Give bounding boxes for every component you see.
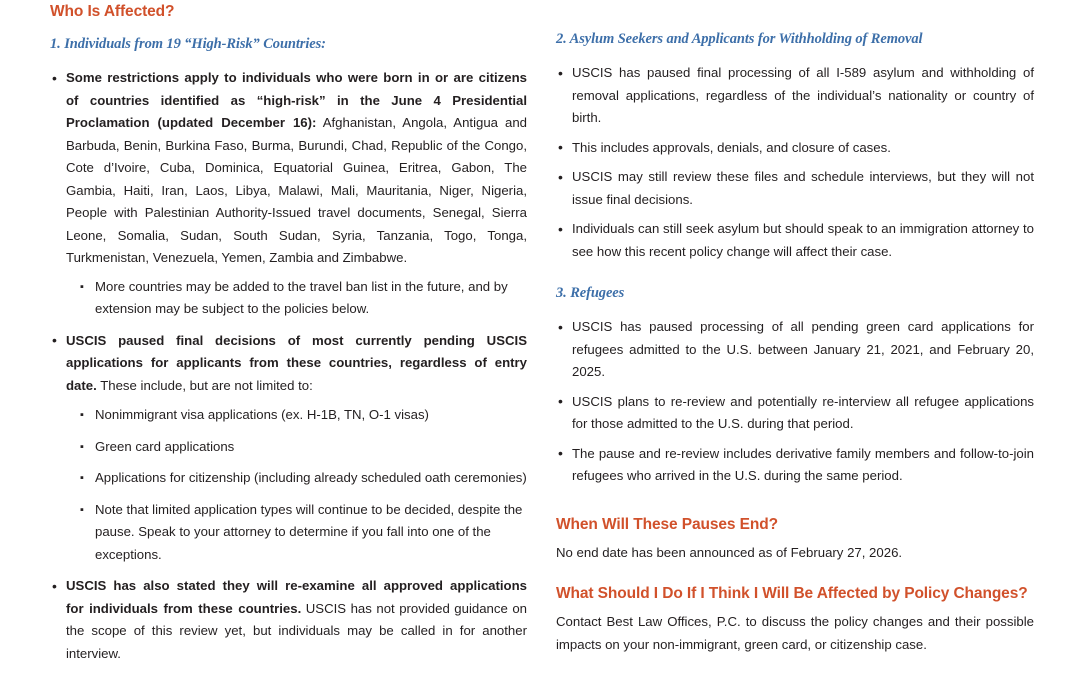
list-item-citizenship: ▪ Applications for citizenship (including already scheduled oath ceremonies) — [80, 467, 527, 490]
list-item-may-review-files: • USCIS may still review these files and schedule interviews, but they will not issue final decisions. — [556, 166, 1034, 211]
list-item-re-review-refugees: • USCIS plans to re-review and potentially re-interview all refugee applications for those admitted to the U.S. during that period. — [556, 391, 1034, 436]
spacer — [50, 21, 527, 35]
section-2-bullet-list — [556, 62, 1034, 263]
list-item-derivative-family: • The pause and re-review includes derivative family members and follow-to-join refugees who arrived in the U.S. during the same period. — [556, 443, 1034, 488]
list-item-high-risk-countries — [50, 67, 527, 321]
list-item-limited-exceptions: ▪ Note that limited application types will continue to be decided, despite the pause. Speak to your attorney to determine if you fall into one of the exceptions. — [80, 499, 527, 567]
list-item-paused-i589: • USCIS has paused final processing of all I-589 asylum and withholding of removal applications, regardless of the individual’s nationality or country of birth. — [556, 62, 1034, 130]
spacer — [556, 564, 1034, 584]
list-item-paused-refugee-green-cards: • USCIS has paused processing of all pending green card applications for refugees admitted to the U.S. between January 21, 2021, and February 20, 2025. — [556, 316, 1034, 384]
spacer — [556, 603, 1034, 611]
spacer — [556, 270, 1034, 284]
list-item-nonimmigrant-visa: ▪ Nonimmigrant visa applications (ex. H-1B, TN, O-1 visas) — [80, 404, 527, 427]
paragraph-contact-firm: Contact Best Law Offices, P.C. to discuss the policy changes and their possible impacts on your non-immigrant, green card, or citizenship case. — [556, 614, 1034, 652]
spacer — [556, 534, 1034, 542]
bullet-1-country-list: Afghanistan, Angola, Antigua and Barbuda, Benin, Burkina Faso, Burma, Burundi, Chad, Republic of the Congo, Cote d’Ivoire, Cuba, Dominica, Equatorial Guinea, Eritrea, Gabon, The Gambia, Haiti, Iran, Laos, Libya, Malawi, Mali, Mauritania, Niger, Nigeria, People with Palestinian Authority-Issued travel documents, Senegal, Sierra Leone, Somalia, Sudan, South Sudan, Syria, Tanzania, Togo, Tonga, Turkmenistan, Venezuela, Yemen, Zambia and Zimbabwe. — [66, 115, 528, 265]
subheading-refugees: 3. Refugees — [556, 285, 625, 301]
spacer — [556, 495, 1034, 515]
heading-when-will-pauses-end: When Will These Pauses End? — [556, 515, 778, 533]
heading-what-should-i-do: What Should I Do If I Think I Will Be Affected by Policy Changes? — [556, 585, 1028, 602]
bullet-3-bold-lead: USCIS has also stated they will re-examine all approved applications for individuals from these countries. — [66, 578, 527, 616]
paragraph-no-end-date: No end date has been announced as of February 27, 2026. — [556, 544, 903, 560]
left-bullet-list-primary — [50, 67, 527, 397]
list-item-more-countries: ▪ More countries may be added to the travel ban list in the future, and by extension may be subject to the policies below. — [80, 276, 527, 321]
section-3-bullet-list — [556, 316, 1034, 488]
list-item-paused-final-decisions — [50, 330, 527, 398]
bullet-2-rest: These include, but are not limited to: — [96, 377, 313, 393]
list-item-green-card: ▪ Green card applications — [80, 436, 527, 459]
right-column — [556, 0, 1034, 656]
list-item-re-examine-approved — [50, 575, 527, 665]
sub-list-more-countries — [80, 276, 527, 321]
page-title-who-is-affected: Who Is Affected? — [50, 3, 175, 20]
list-item-includes-approvals: • This includes approvals, denials, and closure of cases. — [556, 137, 1034, 160]
list-item-still-seek-asylum: • Individuals can still seek asylum but should speak to an immigration attorney to see how this recent policy change will affect their case. — [556, 218, 1034, 263]
left-column — [50, 0, 527, 672]
sub-list-application-types — [80, 404, 527, 566]
spacer — [556, 302, 1034, 316]
spacer — [556, 48, 1034, 62]
spacer — [50, 53, 527, 67]
subheading-individuals-high-risk-countries: 1. Individuals from 19 “High-Risk” Countries: — [50, 36, 326, 52]
bullet-3-rest: USCIS has not provided guidance on the scope of this review yet, but individuals may be called in for another interview. — [66, 600, 527, 661]
subheading-asylum-seekers: 2. Asylum Seekers and Applicants for Withholding of Removal — [556, 31, 923, 47]
bullet-1-bold-lead: Some restrictions apply to individuals who were born in or are citizens of countries identified as “high-risk” in the June 4 Presidential Proclamation (updated December 16): — [66, 70, 527, 130]
bullet-2-bold-lead: USCIS paused final decisions of most currently pending USCIS applications for applicants from these countries, regardless of entry date. — [66, 332, 527, 393]
left-bullet-list-secondary — [50, 575, 527, 665]
